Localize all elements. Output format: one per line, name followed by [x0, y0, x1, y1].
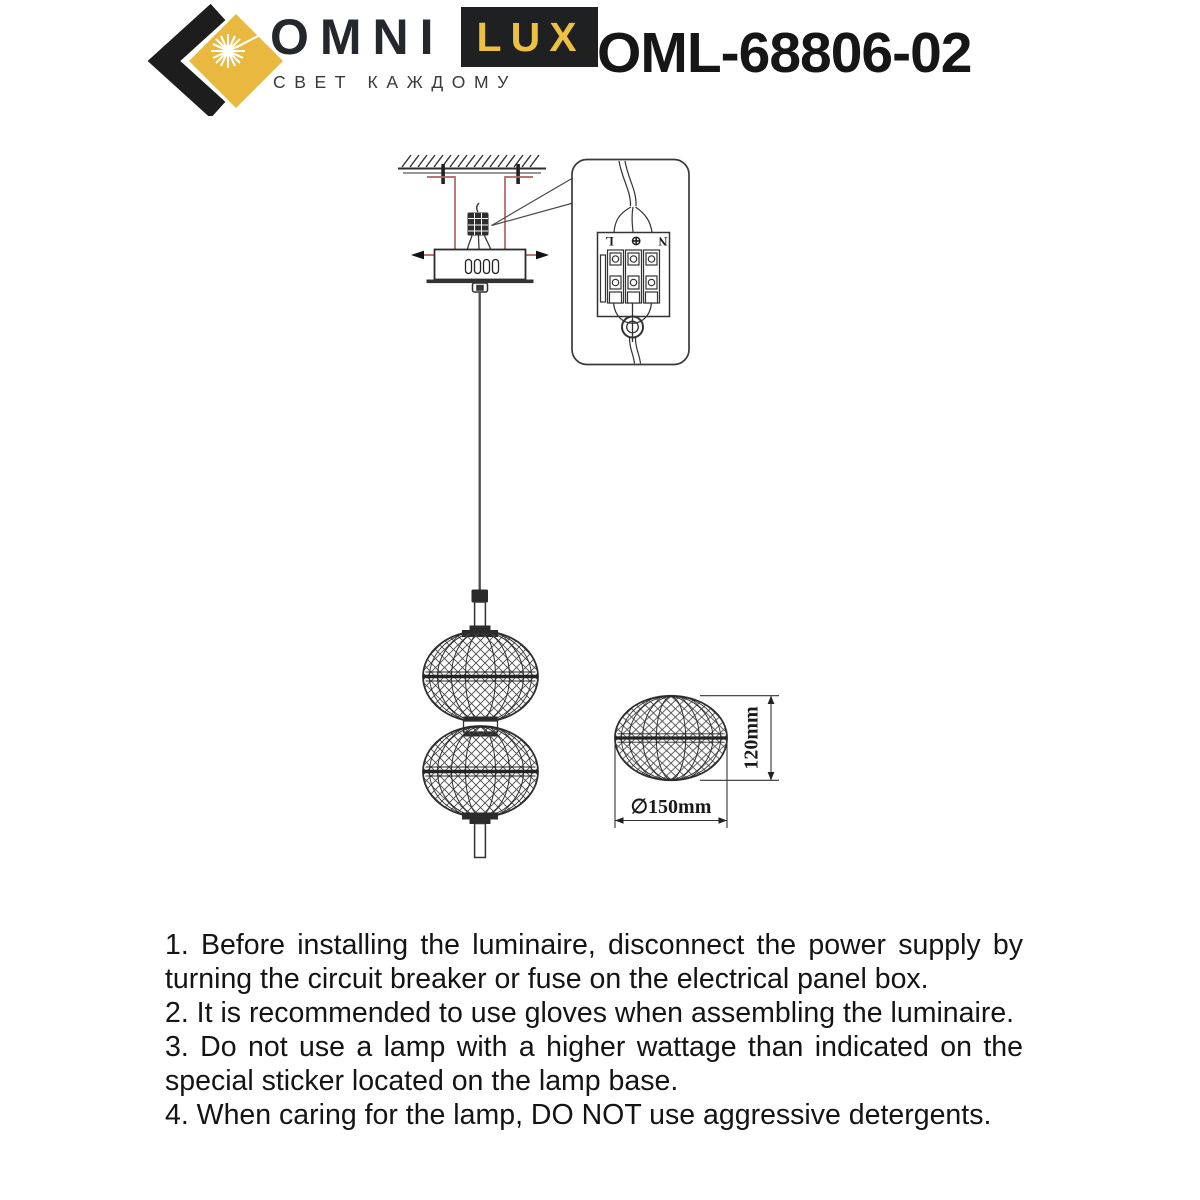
instruction-item: 3. Do not use a lamp with a higher wattage than indicated on the special sticker located on the lamp base. [165, 1031, 1023, 1097]
instruction-item: 2. It is recommended to use gloves when assembling the luminaire. [165, 997, 1015, 1029]
brand-logo-icon [148, 4, 284, 116]
terminal-screws [601, 250, 660, 303]
dimension-figure [615, 696, 779, 828]
pendant-lamp [423, 590, 538, 858]
logo-starburst-center [225, 48, 232, 55]
lamp-cage-top [423, 631, 538, 722]
mounting-screws [441, 164, 520, 184]
bottom-rod [475, 824, 486, 858]
dimension-height-label: 120mm [740, 706, 763, 770]
instruction-item: 4. When caring for the lamp, DO NOT use aggressive detergents. [165, 1099, 992, 1131]
instruction-item: 1. Before installing the luminaire, disconnect the power supply by turning the circuit breaker or fuse on the electrical panel box. [165, 929, 1023, 995]
lamp-cage-bottom [423, 726, 538, 817]
brand-tagline: СВЕТ КАЖДОМУ [273, 72, 517, 92]
brand-name-primary: OMNI [270, 9, 445, 65]
brand-lux-badge: LUX [461, 7, 598, 67]
terminal-label: N ⊕ L [598, 234, 668, 248]
cable-socket [472, 590, 489, 603]
ceiling-hatch [398, 155, 546, 173]
brand-name [270, 7, 598, 67]
model-number: OML-68806-02 [597, 21, 972, 85]
installation-diagram [380, 140, 800, 880]
detail-callout-box [572, 160, 689, 365]
terminal-connector [468, 203, 491, 250]
dimension-diameter-label: ∅150mm [630, 796, 712, 818]
instructions-list [165, 928, 1023, 1132]
canopy [427, 250, 534, 293]
